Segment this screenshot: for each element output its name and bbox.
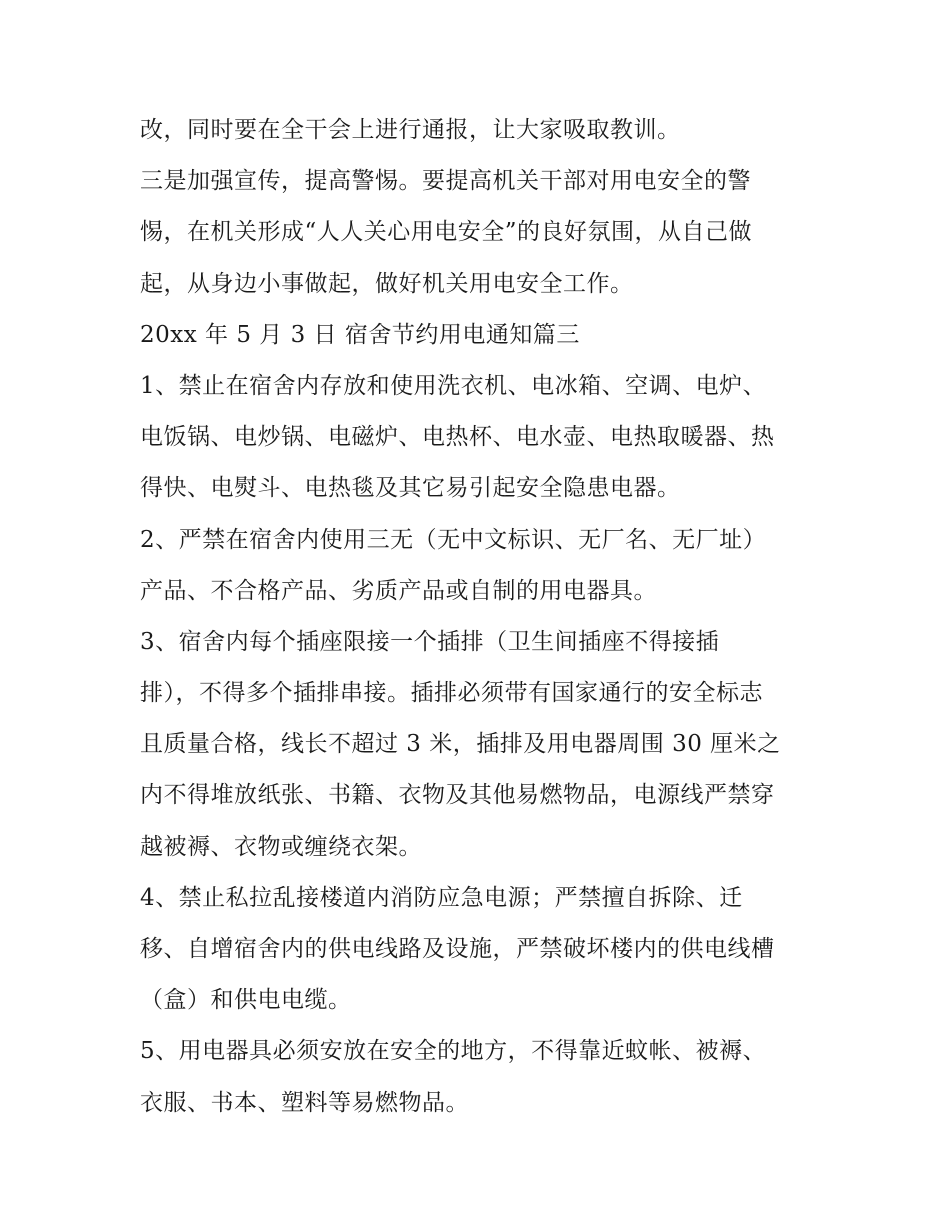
text-line: 衣服、书本、塑料等易燃物品。 xyxy=(140,1089,469,1116)
text-line: 三是加强宣传，提高警惕。要提高机关干部对用电安全的警 xyxy=(140,168,751,195)
text-line: 产品、不合格产品、劣质产品或自制的用电器具。 xyxy=(140,577,657,604)
text-line: 电饭锅、电炒锅、电磁炉、电热杯、电水壶、电热取暖器、热 xyxy=(140,424,775,451)
document-body xyxy=(140,105,840,1129)
text-line: 起，从身边小事做起，做好机关用电安全工作。 xyxy=(140,270,634,297)
text-line: 排），不得多个插排串接。插排必须带有国家通行的安全标志 xyxy=(140,680,763,707)
text-line: 4、禁止私拉乱接楼道内消防应急电源；严禁擅自拆除、迁 xyxy=(140,884,743,911)
text-line: 5、用电器具必须安放在安全的地方，不得靠近蚊帐、被褥、 xyxy=(140,1038,767,1065)
text-line: 得快、电熨斗、电热毯及其它易引起安全隐患电器。 xyxy=(140,475,681,502)
text-line: 惕，在机关形成“人人关心用电安全”的良好氛围，从自己做 xyxy=(140,219,753,246)
text-line: 3、宿舍内每个插座限接一个插排（卫生间插座不得接插 xyxy=(140,628,720,655)
text-line: 且质量合格，线长不超过 3 米，插排及用电器周围 30 厘米之 xyxy=(140,731,781,758)
text-line: 移、自增宿舍内的供电线路及设施，严禁破坏楼内的供电线槽 xyxy=(140,936,775,962)
text-line: 越被褥、衣物或缠绕衣架。 xyxy=(140,833,422,860)
text-line: （盒）和供电电缆。 xyxy=(140,987,352,1014)
text-line: 内不得堆放纸张、书籍、衣物及其他易燃物品，电源线严禁穿 xyxy=(140,782,775,809)
text-line: 改，同时要在全干会上进行通报，让大家吸取教训。 xyxy=(140,117,681,143)
text-line: 2、严禁在宿舍内使用三无（无中文标识、无厂名、无厂址） xyxy=(140,526,767,553)
text-line: 1、禁止在宿舍内存放和使用洗衣机、电冰箱、空调、电炉、 xyxy=(140,372,767,399)
section-heading: 20xx 年 5 月 3 日 宿舍节约用电通知篇三 xyxy=(140,321,580,348)
